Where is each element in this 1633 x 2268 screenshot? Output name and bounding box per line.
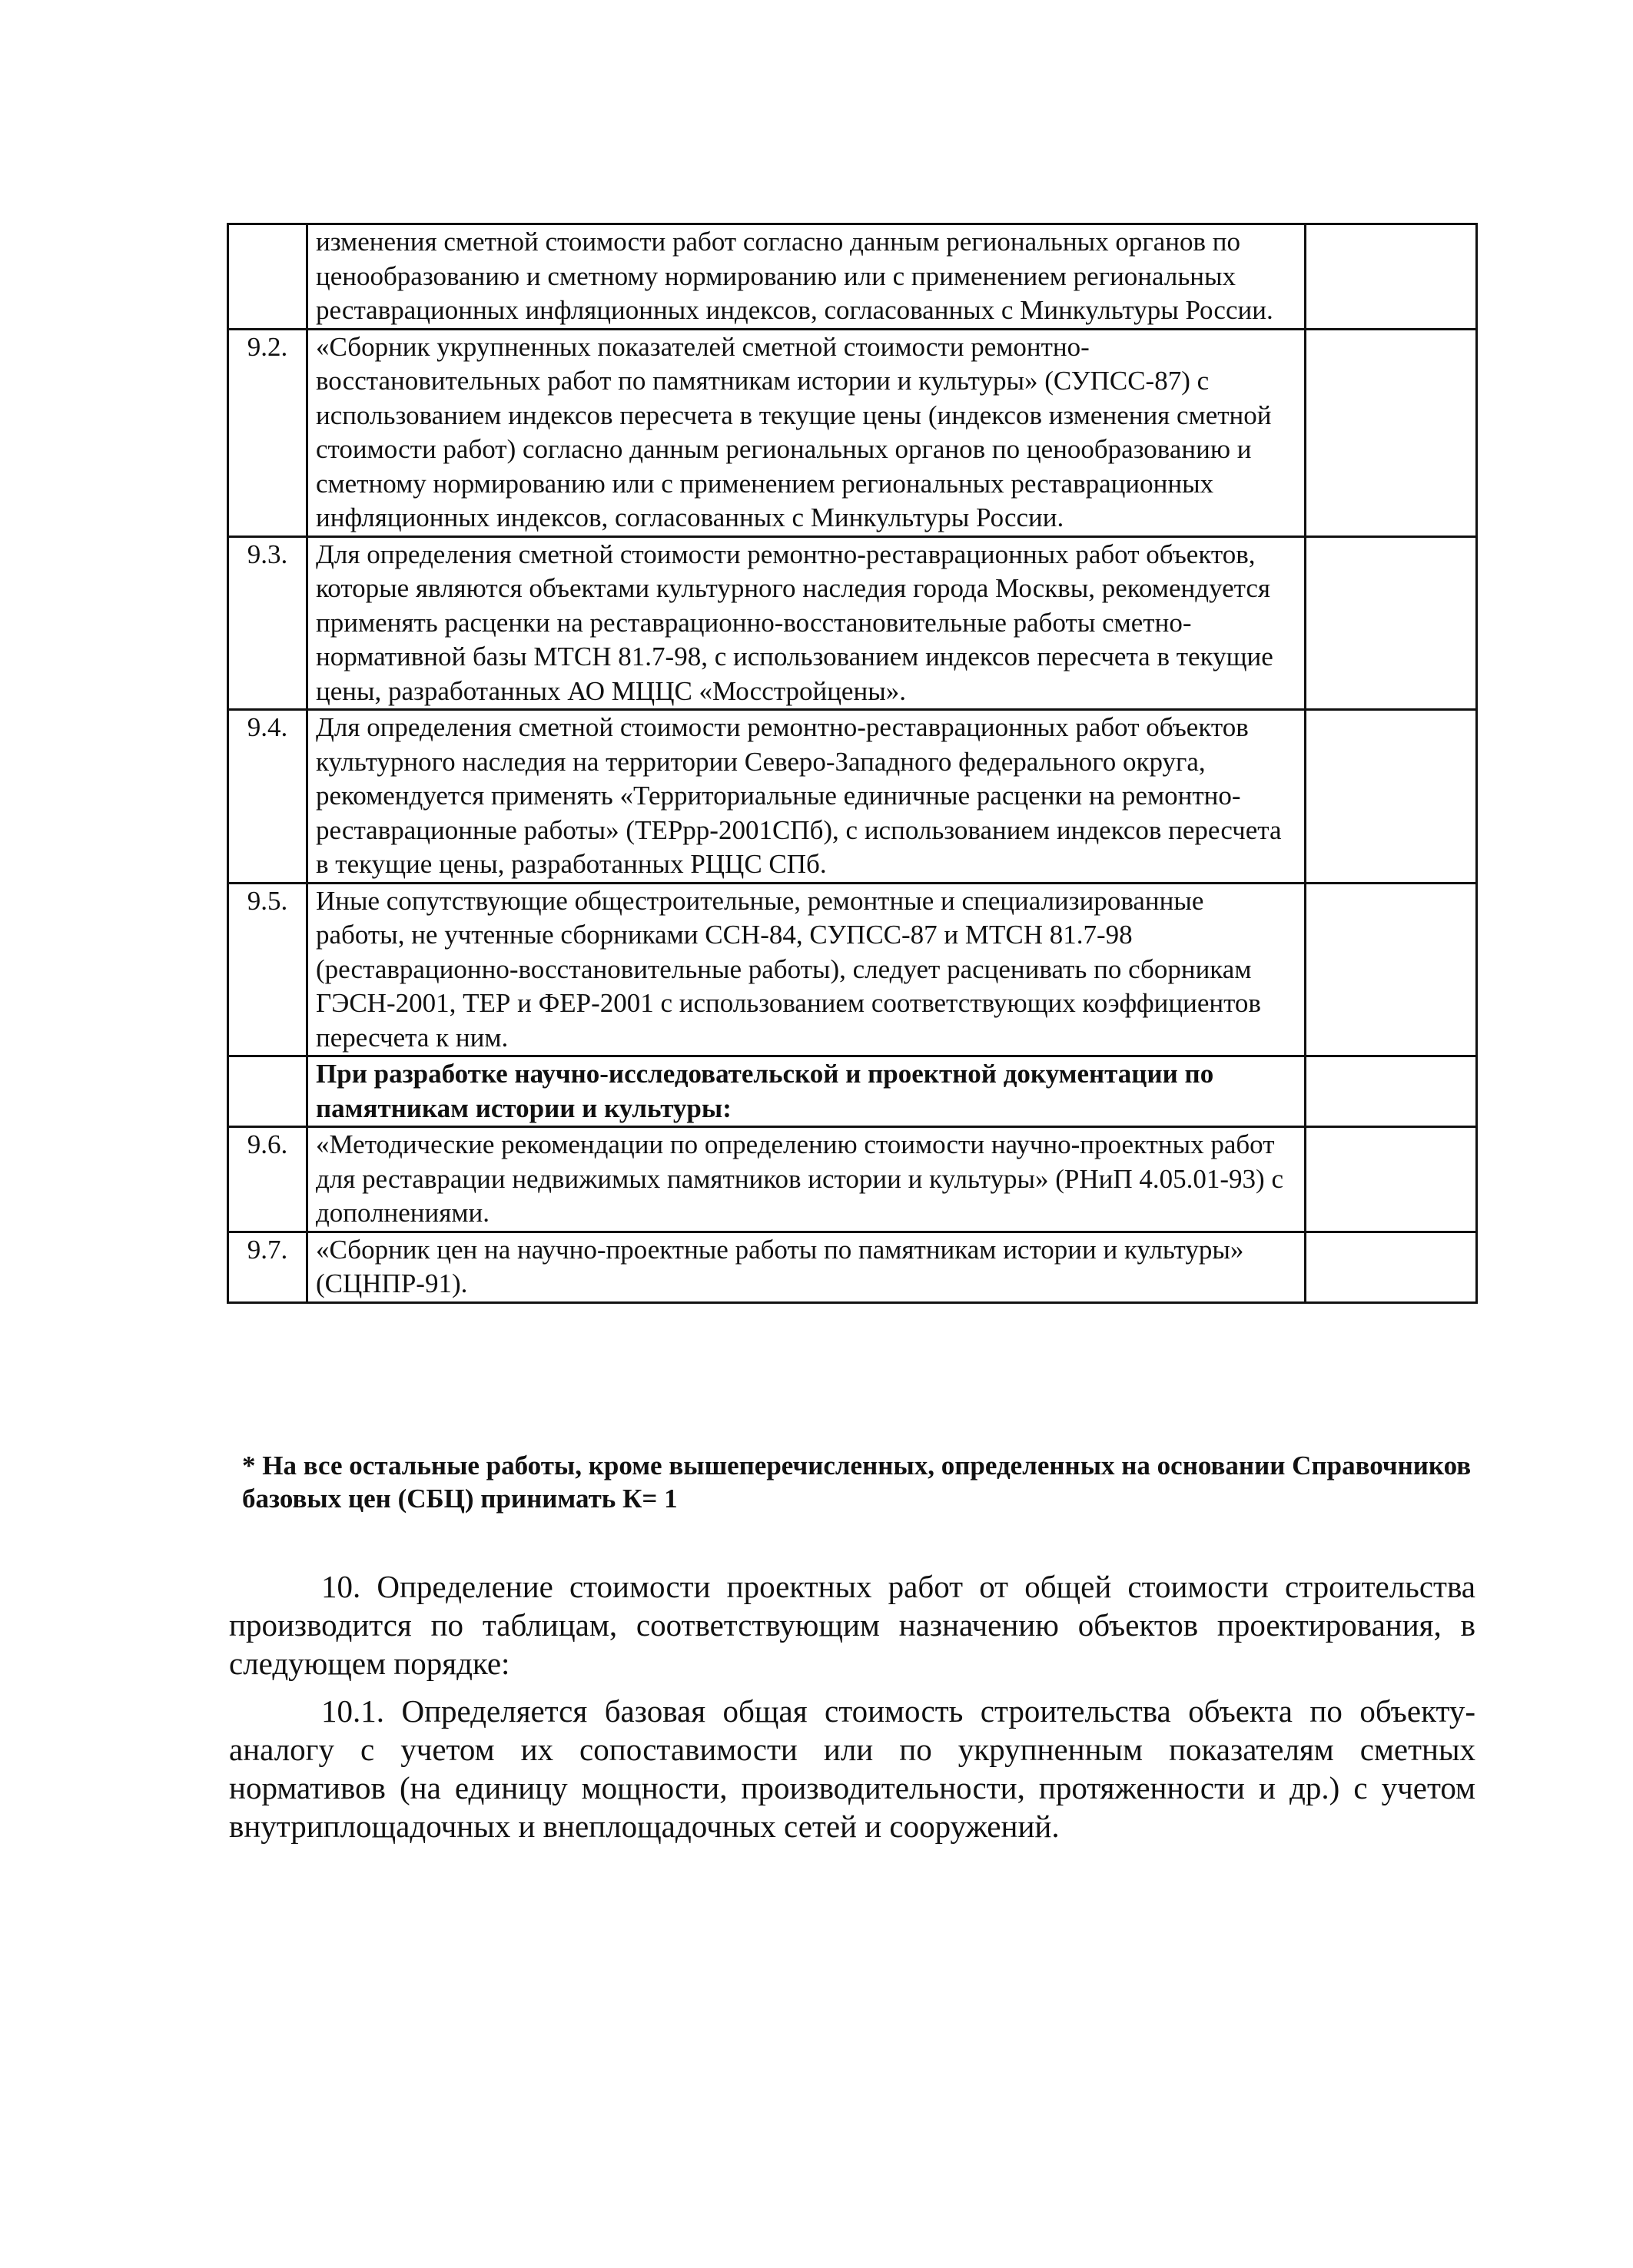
table-row xyxy=(228,1127,1477,1232)
empty-cell xyxy=(1306,536,1477,710)
row-text: Иные сопутствующие общестроительные, ремонтные и специализированные работы, не учтенные сборниками ССН-84, СУПСС-87 и МТСН 81.7-98 (реставрационно-восстановительные работы), следует расценивать по сборникам ГЭСН-2001, ТЕР и ФЕР-2001 с использованием соответствующих коэффициентов пересчета к ним. xyxy=(307,883,1306,1056)
paragraph-10-1: 10.1. Определяется базовая общая стоимость строительства объекта по объекту-аналогу с учетом их сопоставимости или по укрупненным показателям сметных нормативов (на единицу мощности, производительности, протяженности и др.) с учетом внутриплощадочных и внеплощадочных сетей и сооружений. xyxy=(229,1693,1475,1844)
table-row xyxy=(228,536,1477,710)
empty-cell xyxy=(1306,1232,1477,1302)
row-number: 9.5. xyxy=(228,883,307,1056)
empty-cell xyxy=(1306,883,1477,1056)
row-text: «Сборник укрупненных показателей сметной стоимости ремонтно-восстановительных работ по памятникам истории и культуры» (СУПСС-87) с использованием индексов пересчета в текущие цены (индексов изменения сметной стоимости работ) согласно данным региональных органов по ценообразованию и сметному нормированию или с применением региональных реставрационных инфляционных индексов, согласованных с Минкультуры России. xyxy=(307,329,1306,536)
table-row xyxy=(228,710,1477,884)
row-text: Для определения сметной стоимости ремонтно-реставрационных работ объектов, которые являются объектами культурного наследия города Москвы, рекомендуется применять расценки на реставрационно-восстановительные работы сметно-нормативной базы МТСН 81.7-98, с использованием индексов пересчета в текущие цены, разработанных АО МЦЦС «Мосстройцены». xyxy=(307,536,1306,710)
row-number: 9.3. xyxy=(228,536,307,710)
row-number xyxy=(228,1056,307,1127)
footnote: * На все остальные работы, кроме вышеперечисленных, определенных на основании Справочников базовых цен (СБЦ) принимать К= 1 xyxy=(242,1451,1472,1514)
empty-cell xyxy=(1306,1127,1477,1232)
row-text: «Сборник цен на научно-проектные работы по памятникам истории и культуры» (СЦНПР-91). xyxy=(307,1232,1306,1302)
empty-cell xyxy=(1306,329,1477,536)
row-text: изменения сметной стоимости работ согласно данным региональных органов по ценообразованию и сметному нормированию или с применением региональных реставрационных инфляционных индексов, согласованных с Минкультуры России. xyxy=(307,224,1306,330)
row-number: 9.2. xyxy=(228,329,307,536)
row-number: 9.6. xyxy=(228,1127,307,1232)
table-row xyxy=(228,329,1477,536)
table-row xyxy=(228,883,1477,1056)
row-text: «Методические рекомендации по определению стоимости научно-проектных работ для реставрации недвижимых памятников истории и культуры» (РНиП 4.05.01-93) с дополнениями. xyxy=(307,1127,1306,1232)
row-text: Для определения сметной стоимости ремонтно-реставрационных работ объектов культурного наследия на территории Северо-Западного федерального округа, рекомендуется применять «Территориальные единичные расценки на ремонтно-реставрационные работы» (ТЕРрр-2001СПб), с использованием индексов пересчета в текущие цены, разработанных РЦЦС СПб. xyxy=(307,710,1306,884)
table-row xyxy=(228,1232,1477,1302)
empty-cell xyxy=(1306,224,1477,330)
empty-cell xyxy=(1306,710,1477,884)
table-row xyxy=(228,224,1477,330)
row-number: 9.4. xyxy=(228,710,307,884)
document-table xyxy=(227,223,1478,1304)
paragraph-10: 10. Определение стоимости проектных работ от общей стоимости строительства производится по таблицам, соответствующим назначению объектов проектирования, в следующем порядке: xyxy=(229,1569,1475,1681)
table-section-heading-row xyxy=(228,1056,1477,1127)
section-heading: При разработке научно-исследовательской и проектной документации по памятникам истории и культуры: xyxy=(307,1056,1306,1127)
row-number xyxy=(228,224,307,330)
row-number: 9.7. xyxy=(228,1232,307,1302)
empty-cell xyxy=(1306,1056,1477,1127)
